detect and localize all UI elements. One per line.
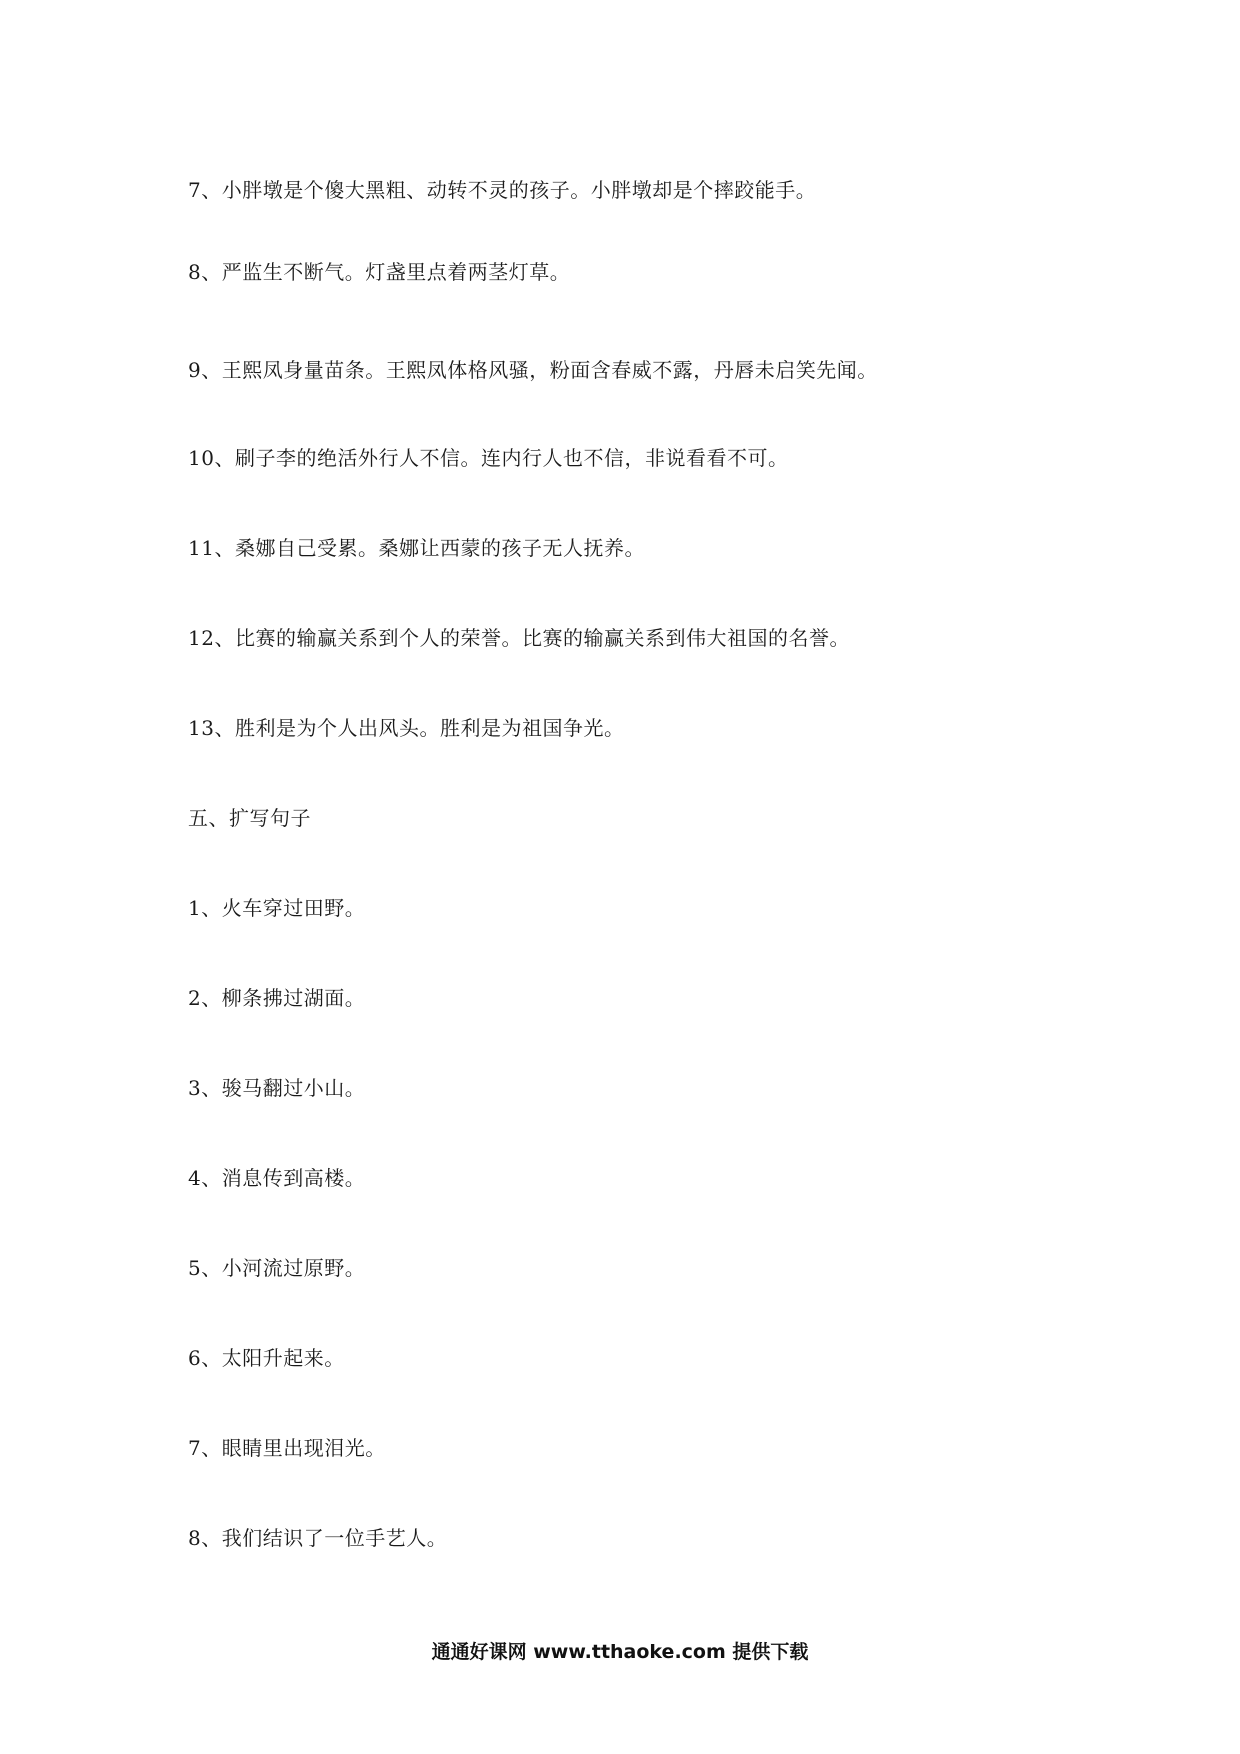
sentence-line: 8、我们结识了一位手艺人。 <box>188 1526 448 1550</box>
sentence-line: 11、桑娜自己受累。桑娜让西蒙的孩子无人抚养。 <box>188 536 645 560</box>
sentence-line: 2、柳条拂过湖面。 <box>188 986 366 1010</box>
sentence-line: 4、消息传到高楼。 <box>188 1166 366 1190</box>
sentence-line: 1、火车穿过田野。 <box>188 896 366 920</box>
sentence-line: 13、胜利是为个人出风头。胜利是为祖国争光。 <box>188 716 625 740</box>
sentence-line: 9、王熙凤身量苗条。王熙凤体格风骚，粉面含春威不露，丹唇未启笑先闻。 <box>188 358 878 382</box>
sentence-line: 8、严监生不断气。灯盏里点着两茎灯草。 <box>188 260 571 284</box>
sentence-line: 6、太阳升起来。 <box>188 1346 345 1370</box>
sentence-line: 3、骏马翻过小山。 <box>188 1076 366 1100</box>
page-footer: 通通好课网 www.tthaoke.com 提供下载 <box>431 1641 809 1663</box>
sentence-line: 7、眼睛里出现泪光。 <box>188 1436 386 1460</box>
sentence-line: 7、小胖墩是个傻大黑粗、动转不灵的孩子。小胖墩却是个摔跤能手。 <box>188 178 817 202</box>
sentence-line: 5、小河流过原野。 <box>188 1256 366 1280</box>
sentence-line: 12、比赛的输赢关系到个人的荣誉。比赛的输赢关系到伟大祖国的名誉。 <box>188 626 850 650</box>
section-heading: 五、扩写句子 <box>188 806 311 830</box>
sentence-line: 10、刷子李的绝活外行人不信。连内行人也不信，非说看看不可。 <box>188 446 789 470</box>
